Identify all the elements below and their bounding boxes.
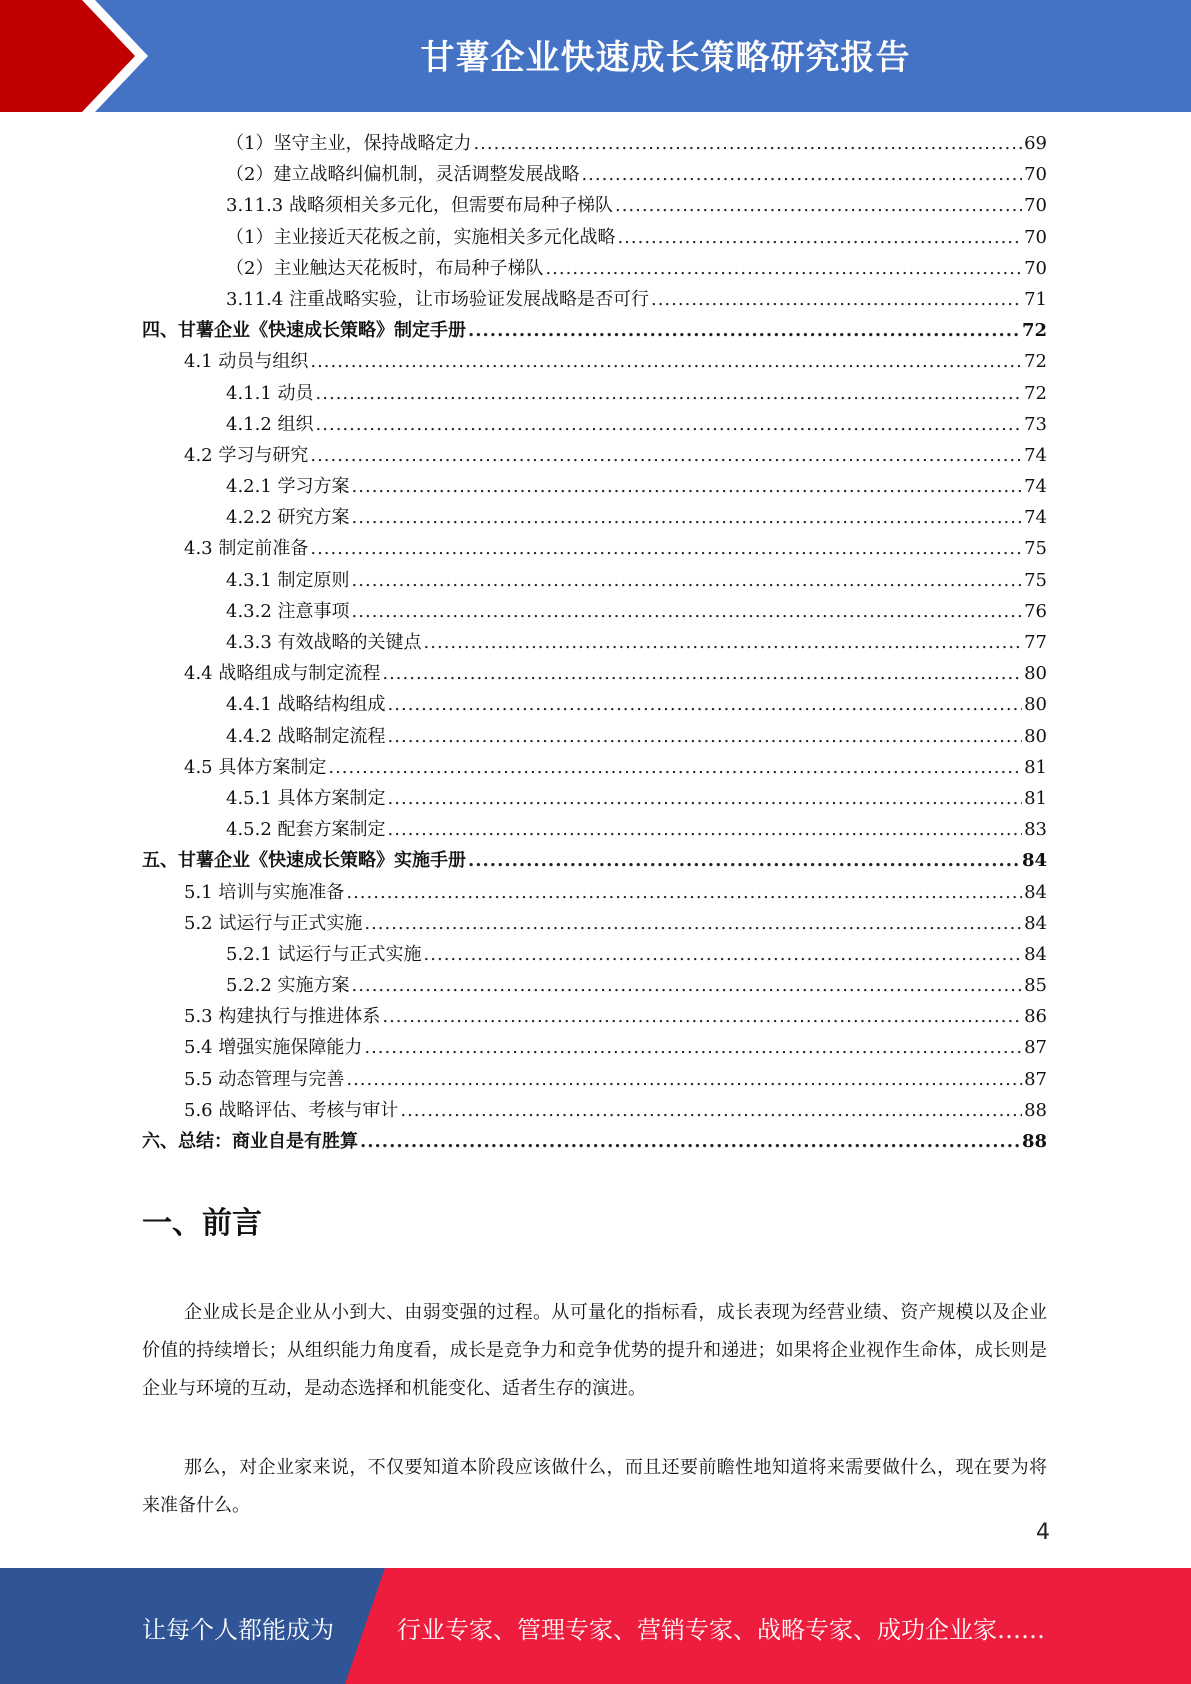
toc-entry[interactable]	[142, 814, 1047, 845]
toc-entry-page: 70	[1024, 226, 1047, 248]
footer-slogan-left: 让每个人都能成为	[142, 1616, 334, 1644]
toc-entry-title: 4.1 动员与组织	[184, 351, 309, 373]
toc-entry[interactable]	[142, 222, 1047, 253]
toc-entry-title: 4.5 具体方案制定	[184, 756, 327, 778]
toc-entry-page: 77	[1024, 632, 1047, 653]
toc-entry[interactable]	[142, 627, 1047, 658]
toc-leader-dots	[615, 190, 1022, 221]
toc-entry[interactable]	[142, 284, 1047, 315]
toc-entry-page: 80	[1024, 663, 1047, 685]
toc-entry-page: 80	[1024, 694, 1047, 716]
toc-entry-page: 80	[1024, 725, 1047, 747]
toc-entry-title: 4.2.2 研究方案	[226, 507, 350, 529]
toc-entry-title: （1）主业接近天花板之前，实施相关多元化战略	[226, 226, 616, 248]
toc-entry-page: 84	[1021, 850, 1047, 872]
toc-entry-page: 70	[1024, 195, 1047, 217]
toc-leader-dots	[364, 1032, 1022, 1063]
toc-entry-title: 5.3 构建执行与推进体系	[184, 1006, 381, 1028]
toc-entry-page: 88	[1024, 1099, 1047, 1121]
toc-entry[interactable]	[142, 908, 1047, 939]
toc-entry-page: 69	[1024, 133, 1047, 154]
toc-leader-dots	[352, 596, 1023, 627]
toc-leader-dots	[382, 1001, 1022, 1032]
toc-entry-page: 74	[1024, 476, 1047, 498]
toc-entry[interactable]	[142, 565, 1047, 596]
toc-entry-title: 4.4.2 战略制定流程	[226, 725, 386, 747]
toc-entry-title: 六、总结：商业自是有胜算	[142, 1131, 358, 1152]
toc-entry-title: 四、甘薯企业《快速成长策略》制定手册	[142, 320, 466, 342]
toc-leader-dots	[400, 1095, 1022, 1126]
toc-entry-title: 4.4.1 战略结构组成	[226, 694, 386, 716]
toc-leader-dots	[316, 378, 1023, 409]
toc-entry-page: 75	[1024, 538, 1047, 560]
toc-entry[interactable]	[142, 128, 1047, 159]
toc-entry[interactable]	[142, 346, 1047, 377]
toc-entry[interactable]	[142, 752, 1047, 783]
toc-entry-title: 4.5.1 具体方案制定	[226, 787, 386, 809]
toc-leader-dots	[545, 253, 1022, 284]
toc-entry-title: 4.5.2 配套方案制定	[226, 819, 386, 841]
toc-entry[interactable]	[142, 440, 1047, 471]
toc-entry-page: 87	[1024, 1037, 1047, 1059]
toc-leader-dots	[388, 783, 1023, 814]
toc-entry-page: 74	[1024, 507, 1047, 529]
toc-entry-title: 4.2 学习与研究	[184, 444, 309, 466]
toc-entry-title: 5.2 试运行与正式实施	[184, 912, 363, 934]
toc-entry-page: 70	[1024, 257, 1047, 279]
toc-entry-title: 4.1.1 动员	[226, 382, 314, 404]
toc-leader-dots	[352, 502, 1023, 533]
toc-entry[interactable]	[142, 1001, 1047, 1032]
toc-entry[interactable]	[142, 1095, 1047, 1126]
document-title: 甘薯企业快速成长策略研究报告	[420, 38, 911, 78]
toc-entry[interactable]	[142, 471, 1047, 502]
toc-entry[interactable]	[142, 658, 1047, 689]
toc-entry[interactable]	[142, 1064, 1047, 1095]
toc-leader-dots	[388, 721, 1023, 752]
toc-leader-dots	[328, 752, 1022, 783]
toc-entry[interactable]	[142, 1032, 1047, 1063]
toc-entry-title: 5.2.2 实施方案	[226, 975, 350, 997]
toc-leader-dots	[424, 627, 1023, 658]
body-paragraph: 企业成长是企业从小到大、由弱变强的过程。从可量化的指标看，成长表现为经营业绩、资产规模以及企业价值的持续增长；从组织能力角度看，成长是竞争力和竞争优势的提升和递进；如果将企业视作生命体，成长则是企业与环境的互动，是动态选择和机能变化、适者生存的演进。	[142, 1302, 1047, 1399]
toc-leader-dots	[473, 128, 1022, 159]
toc-entry-page: 86	[1024, 1006, 1047, 1028]
toc-leader-dots	[468, 315, 1020, 346]
footer-slogan-right: 行业专家、管理专家、营销专家、战略专家、成功企业家……	[397, 1616, 1045, 1644]
toc-entry[interactable]	[142, 315, 1047, 346]
toc-entry[interactable]	[142, 689, 1047, 720]
toc-leader-dots	[617, 222, 1022, 253]
toc-entry-page: 85	[1024, 975, 1047, 997]
toc-entry-title: 4.3 制定前准备	[184, 538, 309, 560]
toc-leader-dots	[468, 845, 1020, 876]
toc-entry-page: 84	[1024, 943, 1047, 965]
toc-leader-dots	[388, 689, 1023, 720]
page-header	[0, 0, 1191, 112]
toc-entry[interactable]	[142, 1126, 1047, 1157]
toc-leader-dots	[346, 877, 1022, 908]
toc-entry[interactable]	[142, 502, 1047, 533]
toc-entry-page: 83	[1024, 819, 1047, 841]
toc-entry-title: 5.2.1 试运行与正式实施	[226, 943, 422, 965]
toc-entry[interactable]	[142, 877, 1047, 908]
toc-entry[interactable]	[142, 596, 1047, 627]
toc-entry[interactable]	[142, 939, 1047, 970]
toc-entry[interactable]	[142, 253, 1047, 284]
toc-entry-page: 70	[1024, 164, 1047, 186]
toc-entry-page: 84	[1024, 912, 1047, 934]
toc-entry-page: 73	[1024, 413, 1047, 435]
toc-entry-title: 5.6 战略评估、考核与审计	[184, 1099, 399, 1121]
toc-leader-dots	[310, 440, 1022, 471]
toc-entry-page: 87	[1024, 1068, 1047, 1090]
toc-leader-dots	[310, 346, 1022, 377]
toc-entry[interactable]	[142, 409, 1047, 440]
toc-leader-dots	[651, 284, 1022, 315]
toc-leader-dots	[310, 533, 1022, 564]
toc-entry-page: 88	[1021, 1131, 1047, 1152]
toc-entry-page: 72	[1024, 351, 1047, 373]
toc-entry-title: 4.1.2 组织	[226, 413, 314, 435]
toc-entry-page: 75	[1024, 569, 1047, 591]
body-paragraph: 那么，对企业家来说，不仅要知道本阶段应该做什么，而且还要前瞻性地知道将来需要做什么，现在要为将来准备什么。	[142, 1457, 1047, 1516]
toc-entry[interactable]	[142, 721, 1047, 752]
toc-leader-dots	[316, 409, 1023, 440]
toc-entry-page: 72	[1021, 320, 1047, 342]
toc-leader-dots	[346, 1064, 1022, 1095]
toc-entry-title: 4.4 战略组成与制定流程	[184, 663, 381, 685]
toc-entry[interactable]	[142, 783, 1047, 814]
toc-entry-title: 5.4 增强实施保障能力	[184, 1037, 363, 1059]
toc-leader-dots	[364, 908, 1022, 939]
toc-entry-title: （1）坚守主业，保持战略定力	[226, 133, 472, 154]
toc-entry-title: 五、甘薯企业《快速成长策略》实施手册	[142, 850, 466, 872]
toc-leader-dots	[424, 939, 1023, 970]
toc-entry[interactable]	[142, 533, 1047, 564]
page-footer	[0, 1568, 1191, 1684]
section-heading: 一、前言	[142, 1206, 262, 1241]
page-number: 4	[1036, 1520, 1050, 1545]
toc-entry-page: 81	[1024, 787, 1047, 809]
toc-entry-title: 4.3.3 有效战略的关键点	[226, 632, 422, 653]
toc-entry-page: 76	[1024, 600, 1047, 622]
toc-entry-title: （2）建立战略纠偏机制，灵活调整发展战略	[226, 164, 580, 186]
toc-entry[interactable]	[142, 159, 1047, 190]
toc-entry-page: 72	[1024, 382, 1047, 404]
toc-entry-page: 81	[1024, 756, 1047, 778]
toc-entry-title: 4.3.2 注意事项	[226, 600, 350, 622]
toc-leader-dots	[352, 471, 1023, 502]
toc-entry-title: 4.3.1 制定原则	[226, 569, 350, 591]
toc-leader-dots	[360, 1126, 1020, 1157]
toc-entry-page: 84	[1024, 881, 1047, 903]
toc-entry-title: 5.5 动态管理与完善	[184, 1068, 345, 1090]
toc-entry-page: 71	[1024, 288, 1047, 310]
toc-entry-title: 3.11.4 注重战略实验，让市场验证发展战略是否可行	[226, 288, 649, 310]
toc-leader-dots	[581, 159, 1022, 190]
toc-entry-title: 4.2.1 学习方案	[226, 476, 350, 498]
toc-entry[interactable]	[142, 845, 1047, 876]
toc-entry[interactable]	[142, 190, 1047, 221]
toc-entry[interactable]	[142, 970, 1047, 1001]
toc-entry-title: 5.1 培训与实施准备	[184, 881, 345, 903]
toc-leader-dots	[382, 658, 1022, 689]
table-of-contents	[142, 128, 1047, 1157]
toc-entry-title: （2）主业触达天花板时，布局种子梯队	[226, 257, 544, 279]
toc-leader-dots	[352, 970, 1023, 1001]
toc-leader-dots	[352, 565, 1023, 596]
toc-entry-title: 3.11.3 战略须相关多元化，但需要布局种子梯队	[226, 195, 613, 217]
toc-entry-page: 74	[1024, 444, 1047, 466]
toc-leader-dots	[388, 814, 1023, 845]
toc-entry[interactable]	[142, 378, 1047, 409]
